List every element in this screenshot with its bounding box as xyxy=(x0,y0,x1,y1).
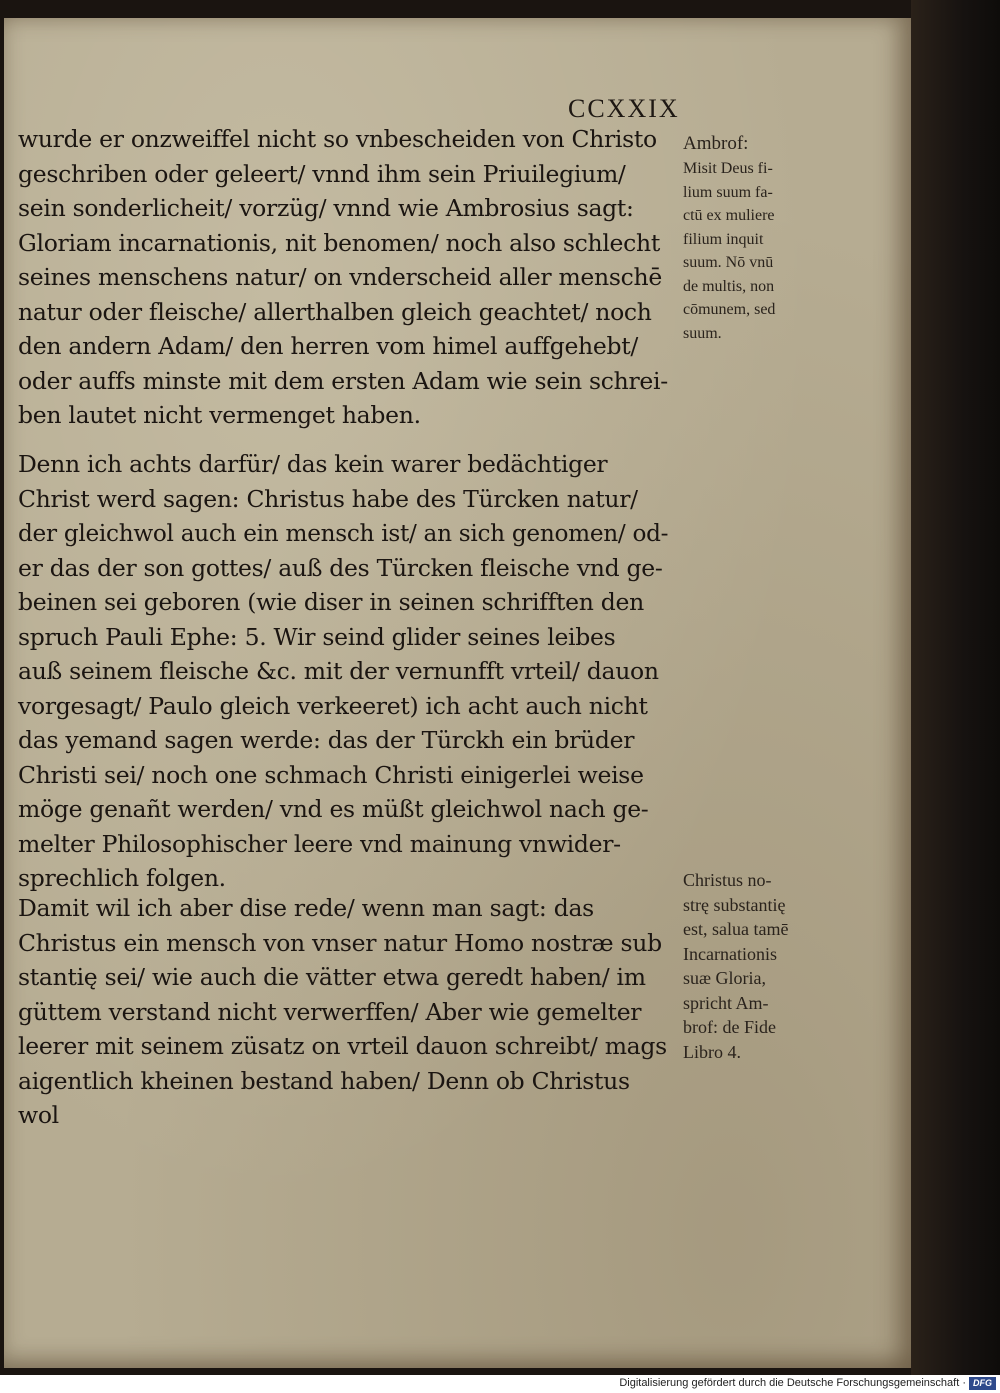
text-line: möge genañt werden/ vnd es müßt gleichwol nach ge- xyxy=(18,795,649,823)
note-line: Incarnationis xyxy=(683,943,777,964)
note-line: cōmunem, sed xyxy=(683,301,776,318)
note-line: spricht Am- xyxy=(683,992,769,1013)
text-line: melter Philosophischer leere vnd mainung vnwider- xyxy=(18,829,621,858)
text-line: den andern Adam/ den herren vom himel auffgehebt/ xyxy=(18,332,639,360)
text-line: Denn ich achts darfür/ das kein warer bedächtiger xyxy=(18,450,608,478)
text-line: Christ werd sagen: Christus habe des Türcken natur/ xyxy=(18,484,638,513)
note-line: Misit Deus fi- xyxy=(683,160,773,177)
text-line: der gleichwol auch ein mensch ist/ an sich genomen/ od- xyxy=(18,519,669,547)
text-line: beinen sei geboren (wie diser in seinen schrifften den xyxy=(18,588,644,616)
text-line: seines menschens natur/ on vnderscheid aller menschē xyxy=(18,263,662,291)
text-line: sprechlich folgen. xyxy=(18,864,226,892)
note-line: brof: de Fide xyxy=(683,1017,776,1037)
note-line: Ambrof: xyxy=(683,133,749,154)
text-line: leerer mit seinem züsatz on vrteil dauon schreibt/ mags xyxy=(18,1032,667,1060)
note-line: Christus no- xyxy=(683,870,772,890)
note-line: lium suum fa- xyxy=(683,183,773,201)
note-line: ctū ex muliere xyxy=(683,207,775,224)
paragraph-2 xyxy=(18,447,668,896)
paragraph-3 xyxy=(18,891,668,1133)
paragraph-1 xyxy=(18,122,668,433)
book-edge xyxy=(911,0,1000,1375)
footer-credit: Digitalisierung gefördert durch die Deutsche Forschungsgemeinschaft · xyxy=(619,1377,966,1389)
note-line: suum. Nō vnū xyxy=(683,254,774,271)
text-line: spruch Pauli Ephe: 5. Wir seind glider seines leibes xyxy=(18,622,616,651)
text-line: Gloriam incarnationis, nit benomen/ noch also schlecht xyxy=(18,228,660,257)
text-line: das yemand sagen werde: das der Türckh ein brüder xyxy=(18,726,635,754)
text-line: sein sonderlicheit/ vorzüg/ vnnd wie Ambrosius sagt: xyxy=(18,194,634,222)
folio-number: CCXXIX xyxy=(568,94,680,123)
note-line: est, salua tamē xyxy=(683,919,789,939)
text-line: er das der son gottes/ auß des Türcken fleische vnd ge- xyxy=(18,553,663,582)
text-line: ben lautet nicht vermenget haben. xyxy=(18,401,421,429)
note-line: de multis, non xyxy=(683,277,775,295)
margin-note-1 xyxy=(683,131,823,345)
text-line: aigentlich kheinen bestand haben/ Denn ob Christus xyxy=(18,1066,630,1095)
text-line: güttem verstand nicht verwerffen/ Aber wie gemelter xyxy=(18,997,642,1026)
margin-note-2 xyxy=(683,868,823,1064)
text-line: stantię sei/ wie auch die vätter etwa geredt haben/ im xyxy=(18,963,646,991)
note-line: suum. xyxy=(683,324,722,342)
text-line: Damit wil ich aber dise rede/ wenn man sagt: das xyxy=(18,894,594,922)
text-line: auß seinem fleische &c. mit der vernunfft vrteil/ dauon xyxy=(18,657,659,685)
note-line: Libro 4. xyxy=(683,1041,741,1062)
text-line: Christus ein mensch von vnser natur Homo nostræ sub xyxy=(18,928,662,957)
note-line: filium inquit xyxy=(683,230,764,248)
note-line: suæ Gloria, xyxy=(683,968,766,988)
text-line: vorgesagt/ Paulo gleich verkeeret) ich acht auch nicht xyxy=(18,691,648,720)
text-line: natur oder fleische/ allerthalben gleich geachtet/ noch xyxy=(18,297,652,326)
note-line: strę substantię xyxy=(683,894,786,915)
text-line: Christi sei/ noch one schmach Christi einigerlei weise xyxy=(18,760,644,789)
text-line: wol xyxy=(18,1101,59,1129)
text-line: geschriben oder geleert/ vnnd ihm sein Priuilegium/ xyxy=(18,159,626,188)
dfg-logo: DFG xyxy=(969,1377,996,1390)
text-line: oder auffs minste mit dem ersten Adam wie sein schrei- xyxy=(18,366,668,395)
text-line: wurde er onzweiffel nicht so vnbescheiden von Christo xyxy=(18,125,657,153)
